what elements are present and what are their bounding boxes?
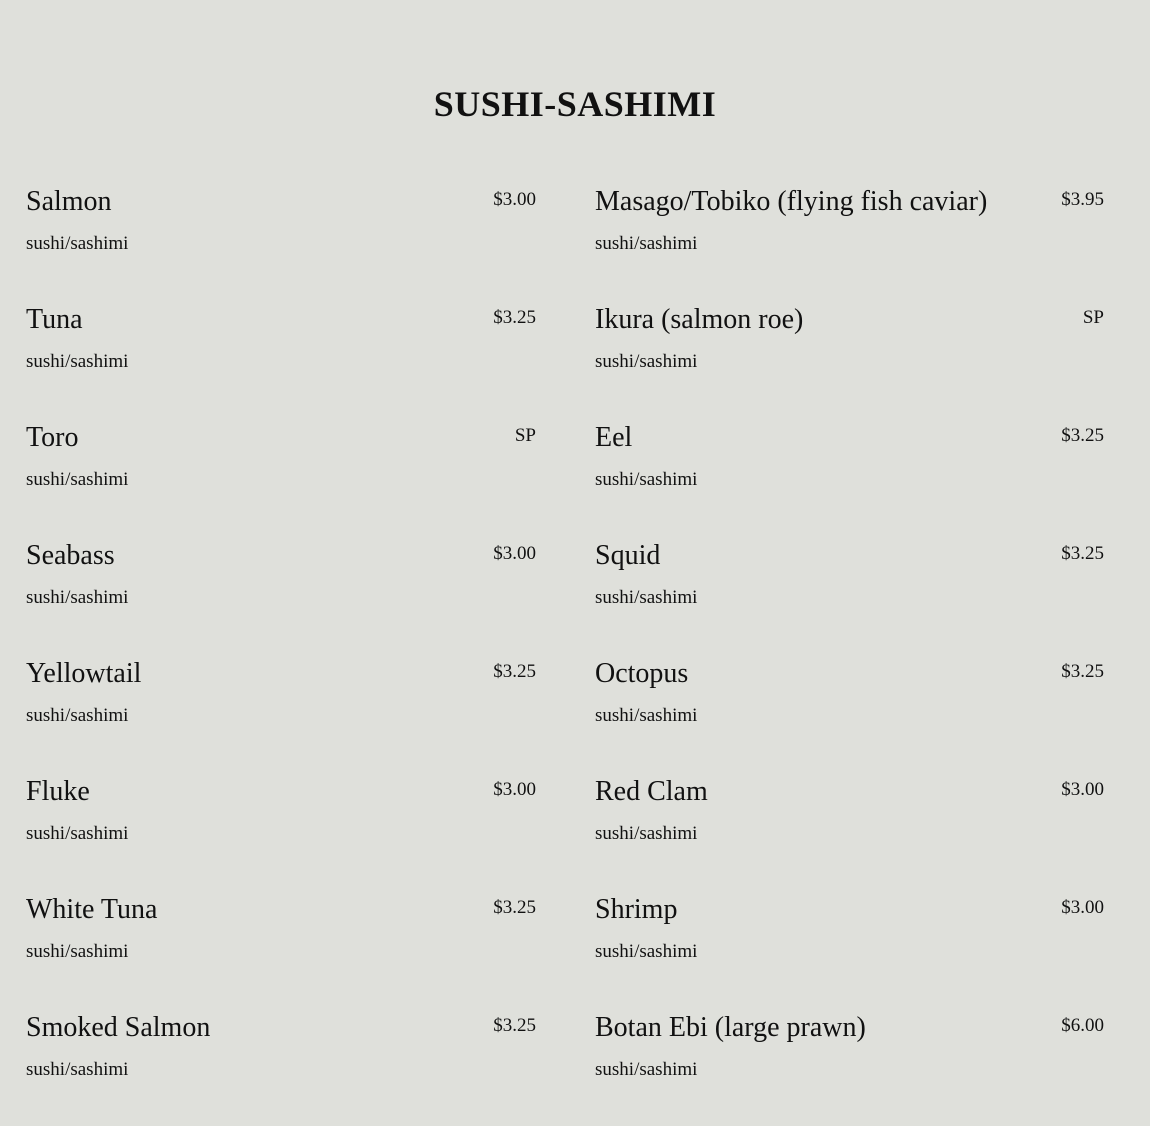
item-name: Fluke xyxy=(26,776,90,807)
menu-item xyxy=(595,1008,1104,1126)
item-price: $3.25 xyxy=(1061,425,1104,446)
item-name: Salmon xyxy=(26,186,112,217)
item-price: $3.25 xyxy=(1061,543,1104,564)
item-price: $3.25 xyxy=(1061,661,1104,682)
item-description: sushi/sashimi xyxy=(595,1059,698,1080)
menu-item xyxy=(26,300,536,418)
item-name: Toro xyxy=(26,422,79,453)
item-name: Red Clam xyxy=(595,776,708,807)
item-description: sushi/sashimi xyxy=(595,823,698,844)
item-name: Yellowtail xyxy=(26,658,142,689)
item-description: sushi/sashimi xyxy=(595,469,698,490)
item-description: sushi/sashimi xyxy=(26,587,129,608)
menu-item xyxy=(26,772,536,890)
item-description: sushi/sashimi xyxy=(26,823,129,844)
item-price: $3.25 xyxy=(493,1015,536,1036)
item-description: sushi/sashimi xyxy=(595,233,698,254)
item-name: Tuna xyxy=(26,304,83,335)
menu-item xyxy=(26,182,536,300)
item-price: $3.00 xyxy=(1061,897,1104,918)
menu-item xyxy=(26,654,536,772)
menu-item xyxy=(26,418,536,536)
menu-columns xyxy=(0,182,1150,1102)
menu-item xyxy=(595,182,1104,300)
menu-item xyxy=(595,772,1104,890)
item-price: $6.00 xyxy=(1061,1015,1104,1036)
item-name: Seabass xyxy=(26,540,115,571)
item-price: SP xyxy=(514,425,536,446)
item-price: $3.00 xyxy=(1061,779,1104,800)
menu-title: SUSHI-SASHIMI xyxy=(433,84,717,124)
menu-item xyxy=(595,300,1104,418)
item-description: sushi/sashimi xyxy=(26,1059,129,1080)
menu-item xyxy=(26,890,536,1008)
item-price: $3.25 xyxy=(493,897,536,918)
item-name: Octopus xyxy=(595,658,689,689)
item-name: Smoked Salmon xyxy=(26,1012,211,1043)
item-description: sushi/sashimi xyxy=(26,351,129,372)
menu-item xyxy=(26,536,536,654)
item-price: $3.95 xyxy=(1061,189,1104,210)
menu-item xyxy=(595,654,1104,772)
item-description: sushi/sashimi xyxy=(595,351,698,372)
menu-item xyxy=(595,536,1104,654)
item-description: sushi/sashimi xyxy=(26,705,129,726)
item-name: White Tuna xyxy=(26,894,158,925)
item-description: sushi/sashimi xyxy=(595,705,698,726)
item-description: sushi/sashimi xyxy=(595,587,698,608)
item-name: Eel xyxy=(595,422,633,453)
menu-column-right xyxy=(595,182,1104,1126)
item-name: Squid xyxy=(595,540,661,571)
menu-item xyxy=(595,890,1104,1008)
item-price: SP xyxy=(1082,307,1104,328)
menu-column-left xyxy=(26,182,536,1126)
item-name: Botan Ebi (large prawn) xyxy=(595,1012,866,1043)
item-price: $3.00 xyxy=(493,779,536,800)
item-price: $3.25 xyxy=(493,307,536,328)
item-price: $3.25 xyxy=(493,661,536,682)
item-name: Shrimp xyxy=(595,894,678,925)
item-name: Masago/Tobiko (flying fish caviar) xyxy=(595,186,988,217)
item-name: Ikura (salmon roe) xyxy=(595,304,804,335)
item-description: sushi/sashimi xyxy=(26,469,129,490)
item-description: sushi/sashimi xyxy=(26,233,129,254)
item-description: sushi/sashimi xyxy=(26,941,129,962)
item-description: sushi/sashimi xyxy=(595,941,698,962)
menu-item xyxy=(26,1008,536,1126)
menu-item xyxy=(595,418,1104,536)
item-price: $3.00 xyxy=(493,189,536,210)
item-price: $3.00 xyxy=(493,543,536,564)
